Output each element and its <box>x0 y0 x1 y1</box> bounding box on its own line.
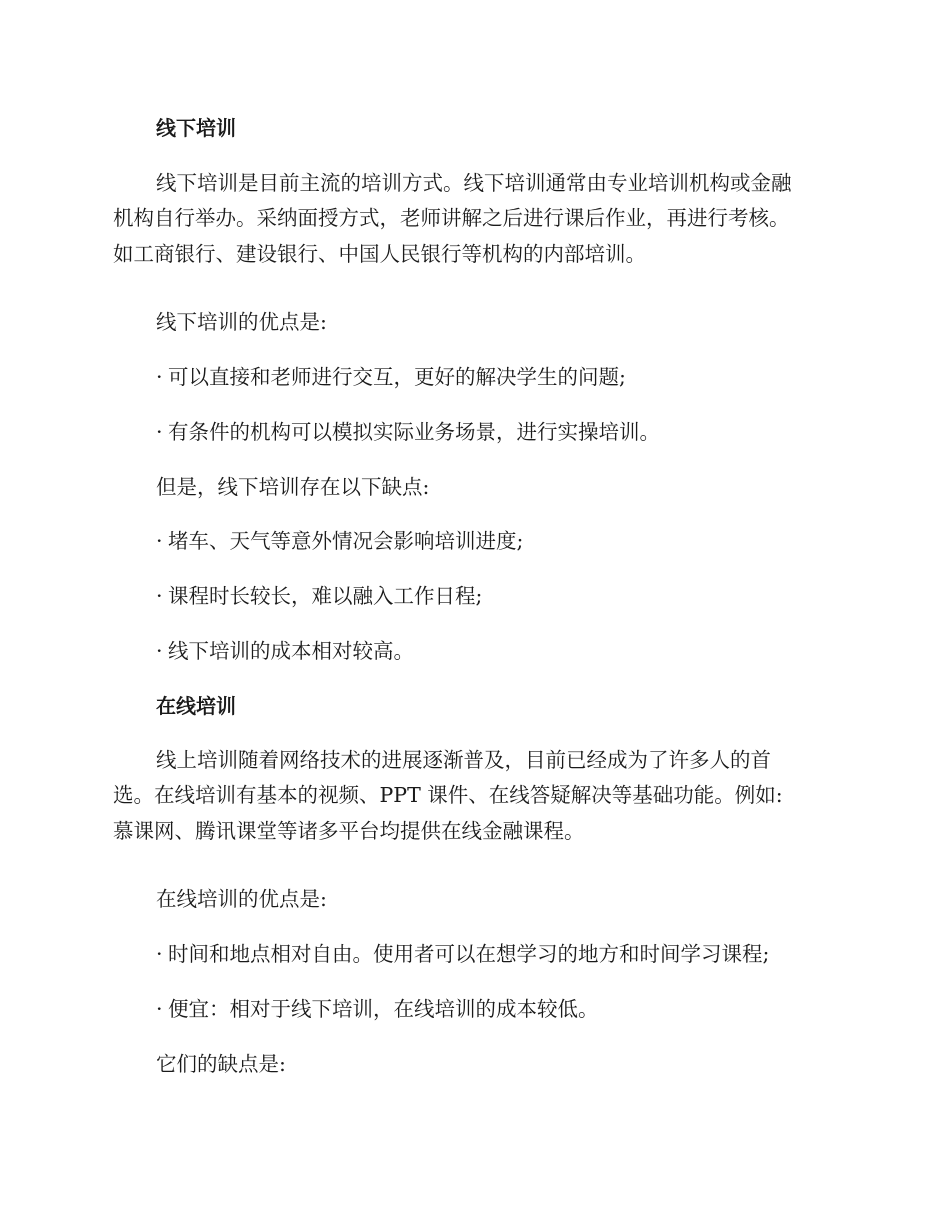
pros-title: 线下培训的优点是: <box>156 310 327 334</box>
list-item: · 时间和地点相对自由。使用者可以在想学习的地方和时间学习课程; <box>156 939 886 969</box>
list-item: · 线下培训的成本相对较高。 <box>156 636 886 666</box>
section-heading-online: 在线培训 <box>156 694 236 718</box>
bullet-icon: · <box>156 420 163 444</box>
paragraph-line: 如工商银行、建设银行、中国人民银行等机构的内部培训。 <box>113 242 646 266</box>
cons-title: 但是，线下培训存在以下缺点: <box>156 475 430 499</box>
bullet-icon: · <box>156 997 163 1021</box>
paragraph-line: 选。在线培训有基本的视频、PPT 课件、在线答疑解决等基础功能。例如: <box>113 783 783 807</box>
list-item: · 堵车、天气等意外情况会影响培训进度; <box>156 526 886 556</box>
bullet-icon: · <box>156 942 163 966</box>
paragraph-line: 线下培训是目前主流的培训方式。线下培训通常由专业培训机构或金融 <box>156 171 792 195</box>
list-item: · 课程时长较长，难以融入工作日程; <box>156 581 886 611</box>
bullet-icon: · <box>156 584 163 608</box>
pros-title: 在线培训的优点是: <box>156 887 327 911</box>
section-heading-offline: 线下培训 <box>156 116 236 140</box>
cons-title: 它们的缺点是: <box>156 1052 286 1076</box>
list-item: · 便宜：相对于线下培训，在线培训的成本较低。 <box>156 994 886 1024</box>
list-item: · 有条件的机构可以模拟实际业务场景，进行实操培训。 <box>156 417 886 447</box>
bullet-icon: · <box>156 639 163 663</box>
bullet-icon: · <box>156 365 163 389</box>
list-item: · 可以直接和老师进行交互，更好的解决学生的问题; <box>156 362 886 392</box>
paragraph-line: 线上培训随着网络技术的进展逐渐普及，目前已经成为了许多人的首 <box>156 748 771 772</box>
paragraph-line: 机构自行举办。采纳面授方式，老师讲解之后进行课后作业，再进行考核。 <box>113 206 790 230</box>
bullet-icon: · <box>156 529 163 553</box>
paragraph-line: 慕课网、腾讯课堂等诸多平台均提供在线金融课程。 <box>113 819 585 843</box>
